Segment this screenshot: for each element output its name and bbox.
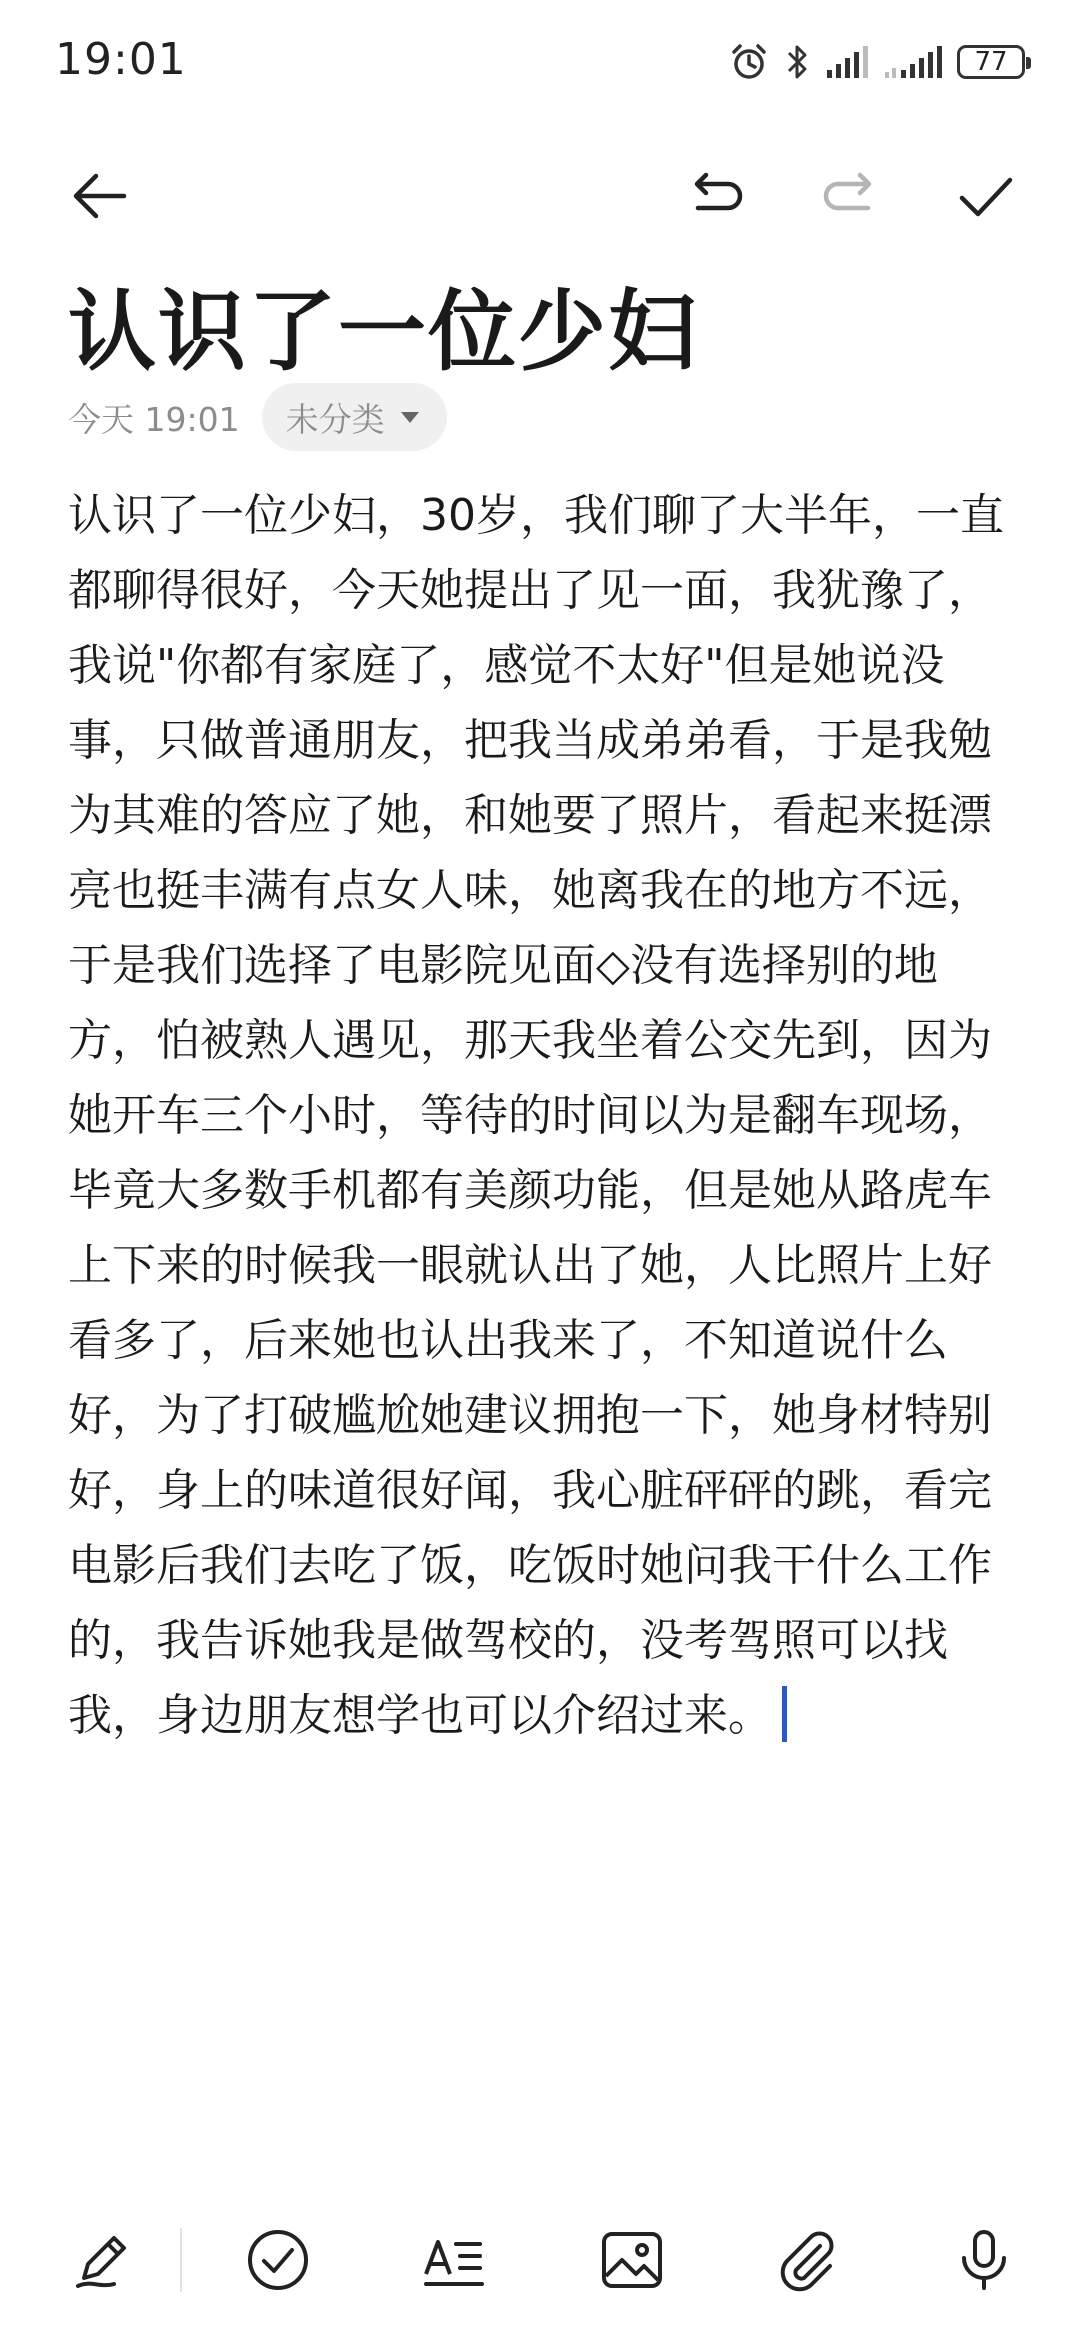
alarm-icon	[729, 42, 769, 82]
dropdown-triangle-icon	[399, 409, 421, 425]
checklist-icon	[244, 2226, 312, 2294]
redo-button[interactable]	[814, 160, 886, 232]
status-time: 19:01	[55, 34, 187, 85]
pen-icon	[70, 2228, 134, 2292]
battery-icon	[957, 45, 1025, 79]
editor-toolbar	[0, 140, 1080, 240]
redo-icon	[818, 164, 882, 228]
handwriting-button[interactable]	[64, 2222, 140, 2298]
status-bar	[0, 0, 1080, 120]
microphone-icon	[950, 2226, 1018, 2294]
back-arrow-icon	[68, 164, 132, 228]
note-date: 今天 19:01	[68, 399, 240, 439]
image-icon	[598, 2226, 666, 2294]
attachment-icon	[774, 2226, 842, 2294]
undo-button[interactable]	[680, 160, 752, 232]
checklist-button[interactable]	[240, 2222, 316, 2298]
category-selector[interactable]	[262, 383, 447, 451]
save-check-button[interactable]	[950, 160, 1022, 232]
attachment-button[interactable]	[770, 2222, 846, 2298]
back-button[interactable]	[64, 160, 136, 232]
category-label: 未分类	[285, 399, 385, 439]
note-body-text: 认识了一位少妇，30岁，我们聊了大半年，一直都聊得很好，今天她提出了见一面，我犹豫了，我说"你都有家庭了，感觉不太好"但是她说没事，只做普通朋友，把我当成弟弟看，于是我勉为其难的答应了她，和她要了照片，看起来挺漂亮也挺丰满有点女人味，她离我在的地方不远，于是我们选择了电影院见面◇没有选择别的地方，怕被熟人遇见，那天我坐着公交先到，因为她开车三个小时，等待的时间以为是翻车现场，毕竟大多数手机都有美颜功能，但是她从路虎车上下来的时候我一眼就认出了她，人比照片上好看多了，后来她也认出我来了，不知道说什么好，为了打破尴尬她建议拥抱一下，她身材特别好，身上的味道很好闻，我心脏砰砰的跳，看完电影后我们去吃了饭，吃饭时她问我干什么工作的，我告诉她我是做驾校的，没考驾照可以找我，身边朋友想学也可以介绍过来。	[68, 490, 1004, 1741]
note-meta	[68, 382, 447, 452]
signal-icon-2	[883, 44, 943, 80]
undo-icon	[684, 164, 748, 228]
text-caret	[782, 1686, 787, 1742]
bottom-toolbar	[0, 2210, 1080, 2310]
note-title[interactable]: 认识了一位少妇	[68, 280, 699, 383]
signal-icon	[825, 44, 869, 80]
battery-level: 77	[974, 47, 1008, 77]
toolbar-divider	[180, 2228, 182, 2292]
voice-input-button[interactable]	[946, 2222, 1022, 2298]
check-icon	[954, 164, 1018, 228]
text-format-button[interactable]	[416, 2222, 492, 2298]
insert-image-button[interactable]	[594, 2222, 670, 2298]
bluetooth-icon	[783, 42, 811, 82]
text-format-icon	[420, 2226, 488, 2294]
note-body[interactable]	[68, 478, 1022, 1753]
status-icons	[729, 40, 1025, 84]
